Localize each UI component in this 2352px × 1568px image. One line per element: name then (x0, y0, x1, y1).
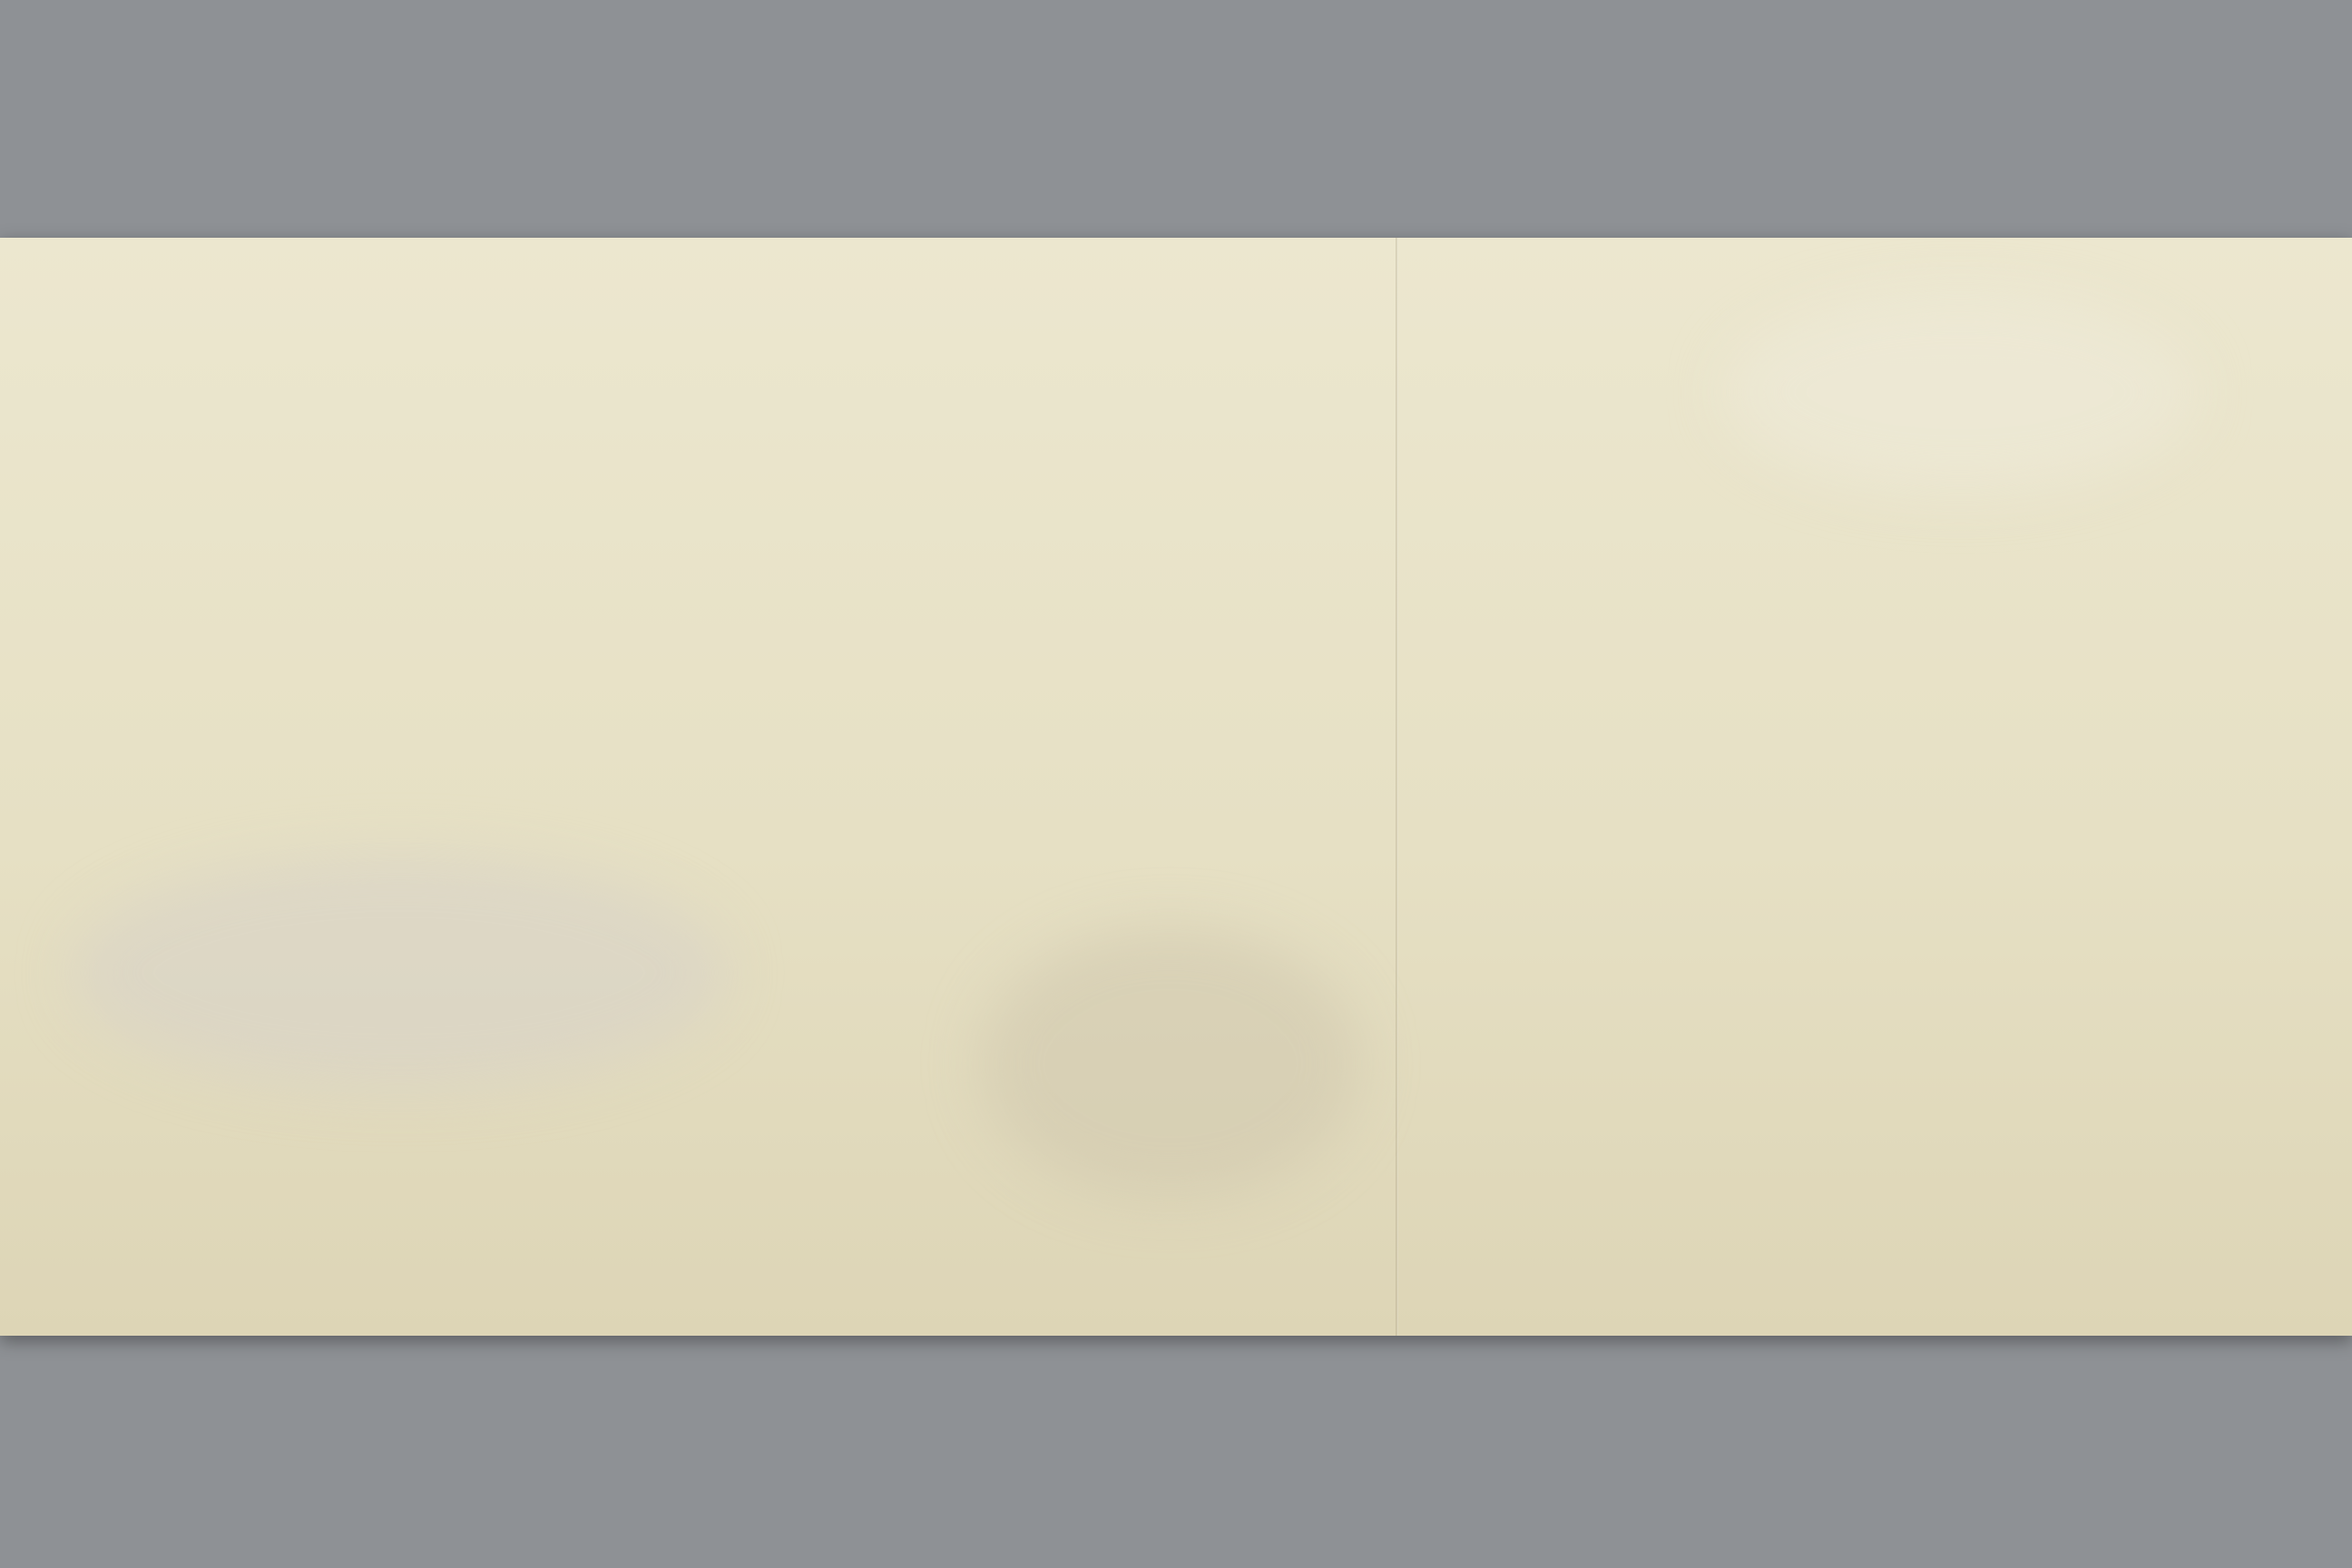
right-panel-text (1416, 292, 2334, 1281)
left-panel-text (18, 292, 889, 1281)
paper-scroll (0, 238, 2352, 1336)
sheet-seam (1396, 238, 1398, 1336)
middle-panel-text (907, 292, 1379, 1281)
